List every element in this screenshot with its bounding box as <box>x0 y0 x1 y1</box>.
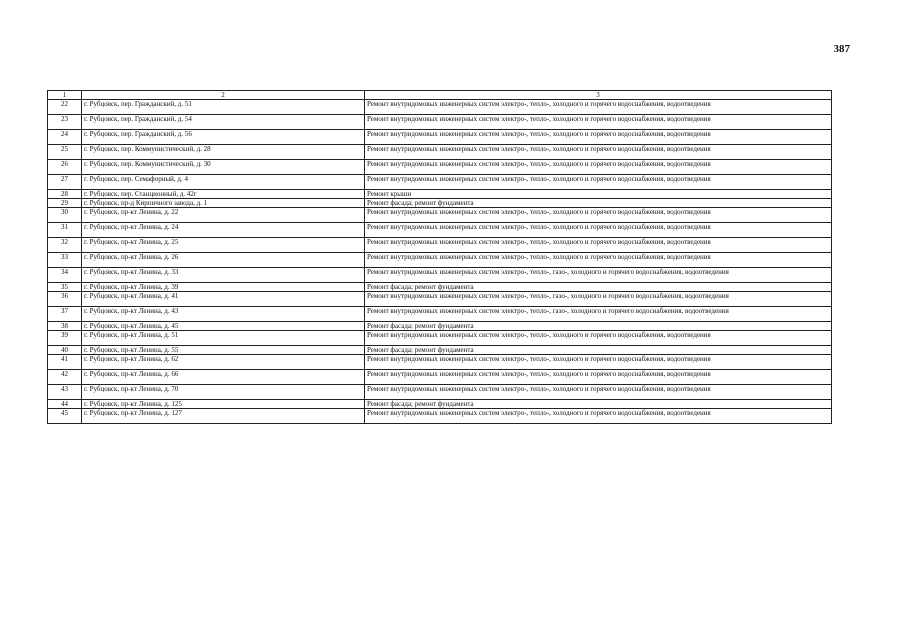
work-description-cell: Ремонт крыши <box>365 190 832 199</box>
column-header-work: 3 <box>365 91 832 100</box>
row-number-cell: 41 <box>48 355 82 370</box>
work-description-cell: Ремонт внутридомовых инженерных систем электро-, тепло-, холодного и горячего водоснабжения, водоотведения <box>365 130 832 145</box>
table-body <box>48 100 832 424</box>
table-row <box>48 160 832 175</box>
row-number-cell: 37 <box>48 307 82 322</box>
column-header-address: 2 <box>82 91 365 100</box>
table-row <box>48 355 832 370</box>
address-cell: г. Рубцовск, пр-кт Ленина, д. 51 <box>82 331 365 346</box>
table-row <box>48 208 832 223</box>
table-row <box>48 400 832 409</box>
address-cell: г. Рубцовск, пр-кт Ленина, д. 26 <box>82 253 365 268</box>
address-cell: г. Рубцовск, пр-кт Ленина, д. 45 <box>82 322 365 331</box>
address-cell: г. Рубцовск, пр-кт Ленина, д. 41 <box>82 292 365 307</box>
address-cell: г. Рубцовск, пр-кт Ленина, д. 24 <box>82 223 365 238</box>
row-number-cell: 25 <box>48 145 82 160</box>
address-cell: г. Рубцовск, пр-кт Ленина, д. 39 <box>82 283 365 292</box>
work-description-cell: Ремонт внутридомовых инженерных систем электро-, тепло-, холодного и горячего водоснабжения, водоотведения <box>365 238 832 253</box>
repair-table <box>47 90 832 424</box>
work-description-cell: Ремонт внутридомовых инженерных систем электро-, тепло-, холодного и горячего водоснабжения, водоотведения <box>365 253 832 268</box>
row-number-cell: 45 <box>48 409 82 424</box>
address-cell: г. Рубцовск, пр-кт Ленина, д. 22 <box>82 208 365 223</box>
row-number-cell: 30 <box>48 208 82 223</box>
work-description-cell: Ремонт внутридомовых инженерных систем электро-, тепло-, холодного и горячего водоснабжения, водоотведения <box>365 145 832 160</box>
table-row <box>48 145 832 160</box>
work-description-cell: Ремонт фасада; ремонт фундамента <box>365 346 832 355</box>
address-cell: г. Рубцовск, пр-кт Ленина, д. 43 <box>82 307 365 322</box>
row-number-cell: 29 <box>48 199 82 208</box>
table-row <box>48 331 832 346</box>
work-description-cell: Ремонт внутридомовых инженерных систем электро-, тепло-, холодного и горячего водоснабжения, водоотведения <box>365 160 832 175</box>
row-number-cell: 28 <box>48 190 82 199</box>
work-description-cell: Ремонт фасада; ремонт фундамента <box>365 322 832 331</box>
work-description-cell: Ремонт внутридомовых инженерных систем электро-, тепло-, холодного и горячего водоснабжения, водоотведения <box>365 175 832 190</box>
row-number-cell: 35 <box>48 283 82 292</box>
address-cell: г. Рубцовск, пер. Коммунистический, д. 28 <box>82 145 365 160</box>
work-description-cell: Ремонт внутридомовых инженерных систем электро-, тепло-, холодного и горячего водоснабжения, водоотведения <box>365 355 832 370</box>
table-row <box>48 115 832 130</box>
work-description-cell: Ремонт внутридомовых инженерных систем электро-, тепло-, холодного и горячего водоснабжения, водоотведения <box>365 208 832 223</box>
work-description-cell: Ремонт фасада; ремонт фундамента <box>365 283 832 292</box>
address-cell: г. Рубцовск, пер. Гражданский, д. 56 <box>82 130 365 145</box>
table-row <box>48 175 832 190</box>
table-row <box>48 253 832 268</box>
header-row <box>48 91 832 100</box>
table-row <box>48 409 832 424</box>
page-number: 387 <box>833 43 850 55</box>
address-cell: г. Рубцовск, пер. Гражданский, д. 51 <box>82 100 365 115</box>
address-cell: г. Рубцовск, пр-кт Ленина, д. 25 <box>82 238 365 253</box>
address-cell: г. Рубцовск, пр-кт Ленина, д. 125 <box>82 400 365 409</box>
address-cell: г. Рубцовск, пр-кт Ленина, д. 66 <box>82 370 365 385</box>
row-number-cell: 34 <box>48 268 82 283</box>
row-number-cell: 39 <box>48 331 82 346</box>
column-header-number: 1 <box>48 91 82 100</box>
work-description-cell: Ремонт внутридомовых инженерных систем электро-, тепло-, холодного и горячего водоснабжения, водоотведения <box>365 223 832 238</box>
work-description-cell: Ремонт внутридомовых инженерных систем электро-, тепло-, холодного и горячего водоснабжения, водоотведения <box>365 100 832 115</box>
table-row <box>48 268 832 283</box>
row-number-cell: 43 <box>48 385 82 400</box>
work-description-cell: Ремонт внутридомовых инженерных систем электро-, тепло-, газо-, холодного и горячего водоснабжения, водоотведения <box>365 307 832 322</box>
row-number-cell: 40 <box>48 346 82 355</box>
address-cell: г. Рубцовск, пр-д Кирпичного завода, д. 1 <box>82 199 365 208</box>
work-description-cell: Ремонт внутридомовых инженерных систем электро-, тепло-, холодного и горячего водоснабжения, водоотведения <box>365 331 832 346</box>
address-cell: г. Рубцовск, пр-кт Ленина, д. 33 <box>82 268 365 283</box>
table-row <box>48 130 832 145</box>
work-description-cell: Ремонт внутридомовых инженерных систем электро-, тепло-, холодного и горячего водоснабжения, водоотведения <box>365 385 832 400</box>
table-row <box>48 292 832 307</box>
address-cell: г. Рубцовск, пр-кт Ленина, д. 70 <box>82 385 365 400</box>
row-number-cell: 36 <box>48 292 82 307</box>
row-number-cell: 32 <box>48 238 82 253</box>
table-row <box>48 370 832 385</box>
row-number-cell: 26 <box>48 160 82 175</box>
table-row <box>48 322 832 331</box>
row-number-cell: 22 <box>48 100 82 115</box>
row-number-cell: 38 <box>48 322 82 331</box>
work-description-cell: Ремонт внутридомовых инженерных систем электро-, тепло-, холодного и горячего водоснабжения, водоотведения <box>365 409 832 424</box>
work-description-cell: Ремонт фасада; ремонт фундамента <box>365 400 832 409</box>
address-cell: г. Рубцовск, пр-кт Ленина, д. 55 <box>82 346 365 355</box>
work-description-cell: Ремонт фасада; ремонт фундамента <box>365 199 832 208</box>
row-number-cell: 24 <box>48 130 82 145</box>
table-row <box>48 283 832 292</box>
table-row <box>48 190 832 199</box>
table-row <box>48 223 832 238</box>
table-row <box>48 238 832 253</box>
address-cell: г. Рубцовск, пер. Гражданский, д. 54 <box>82 115 365 130</box>
row-number-cell: 27 <box>48 175 82 190</box>
table-row <box>48 199 832 208</box>
table-row <box>48 385 832 400</box>
row-number-cell: 44 <box>48 400 82 409</box>
table-row <box>48 307 832 322</box>
work-description-cell: Ремонт внутридомовых инженерных систем электро-, тепло-, холодного и горячего водоснабжения, водоотведения <box>365 370 832 385</box>
address-cell: г. Рубцовск, пр-кт Ленина, д. 62 <box>82 355 365 370</box>
row-number-cell: 33 <box>48 253 82 268</box>
address-cell: г. Рубцовск, пр-кт Ленина, д. 127 <box>82 409 365 424</box>
row-number-cell: 42 <box>48 370 82 385</box>
work-description-cell: Ремонт внутридомовых инженерных систем электро-, тепло-, холодного и горячего водоснабжения, водоотведения <box>365 115 832 130</box>
work-description-cell: Ремонт внутридомовых инженерных систем электро-, тепло-, газо-, холодного и горячего водоснабжения, водоотведения <box>365 268 832 283</box>
row-number-cell: 31 <box>48 223 82 238</box>
table-row <box>48 100 832 115</box>
work-description-cell: Ремонт внутридомовых инженерных систем электро-, тепло-, газо-, холодного и горячего водоснабжения, водоотведения <box>365 292 832 307</box>
address-cell: г. Рубцовск, пер. Коммунистический, д. 30 <box>82 160 365 175</box>
address-cell: г. Рубцовск, пер. Станционный, д. 42г <box>82 190 365 199</box>
address-cell: г. Рубцовск, пер. Семафорный, д. 4 <box>82 175 365 190</box>
row-number-cell: 23 <box>48 115 82 130</box>
table-row <box>48 346 832 355</box>
table-header <box>48 91 832 100</box>
